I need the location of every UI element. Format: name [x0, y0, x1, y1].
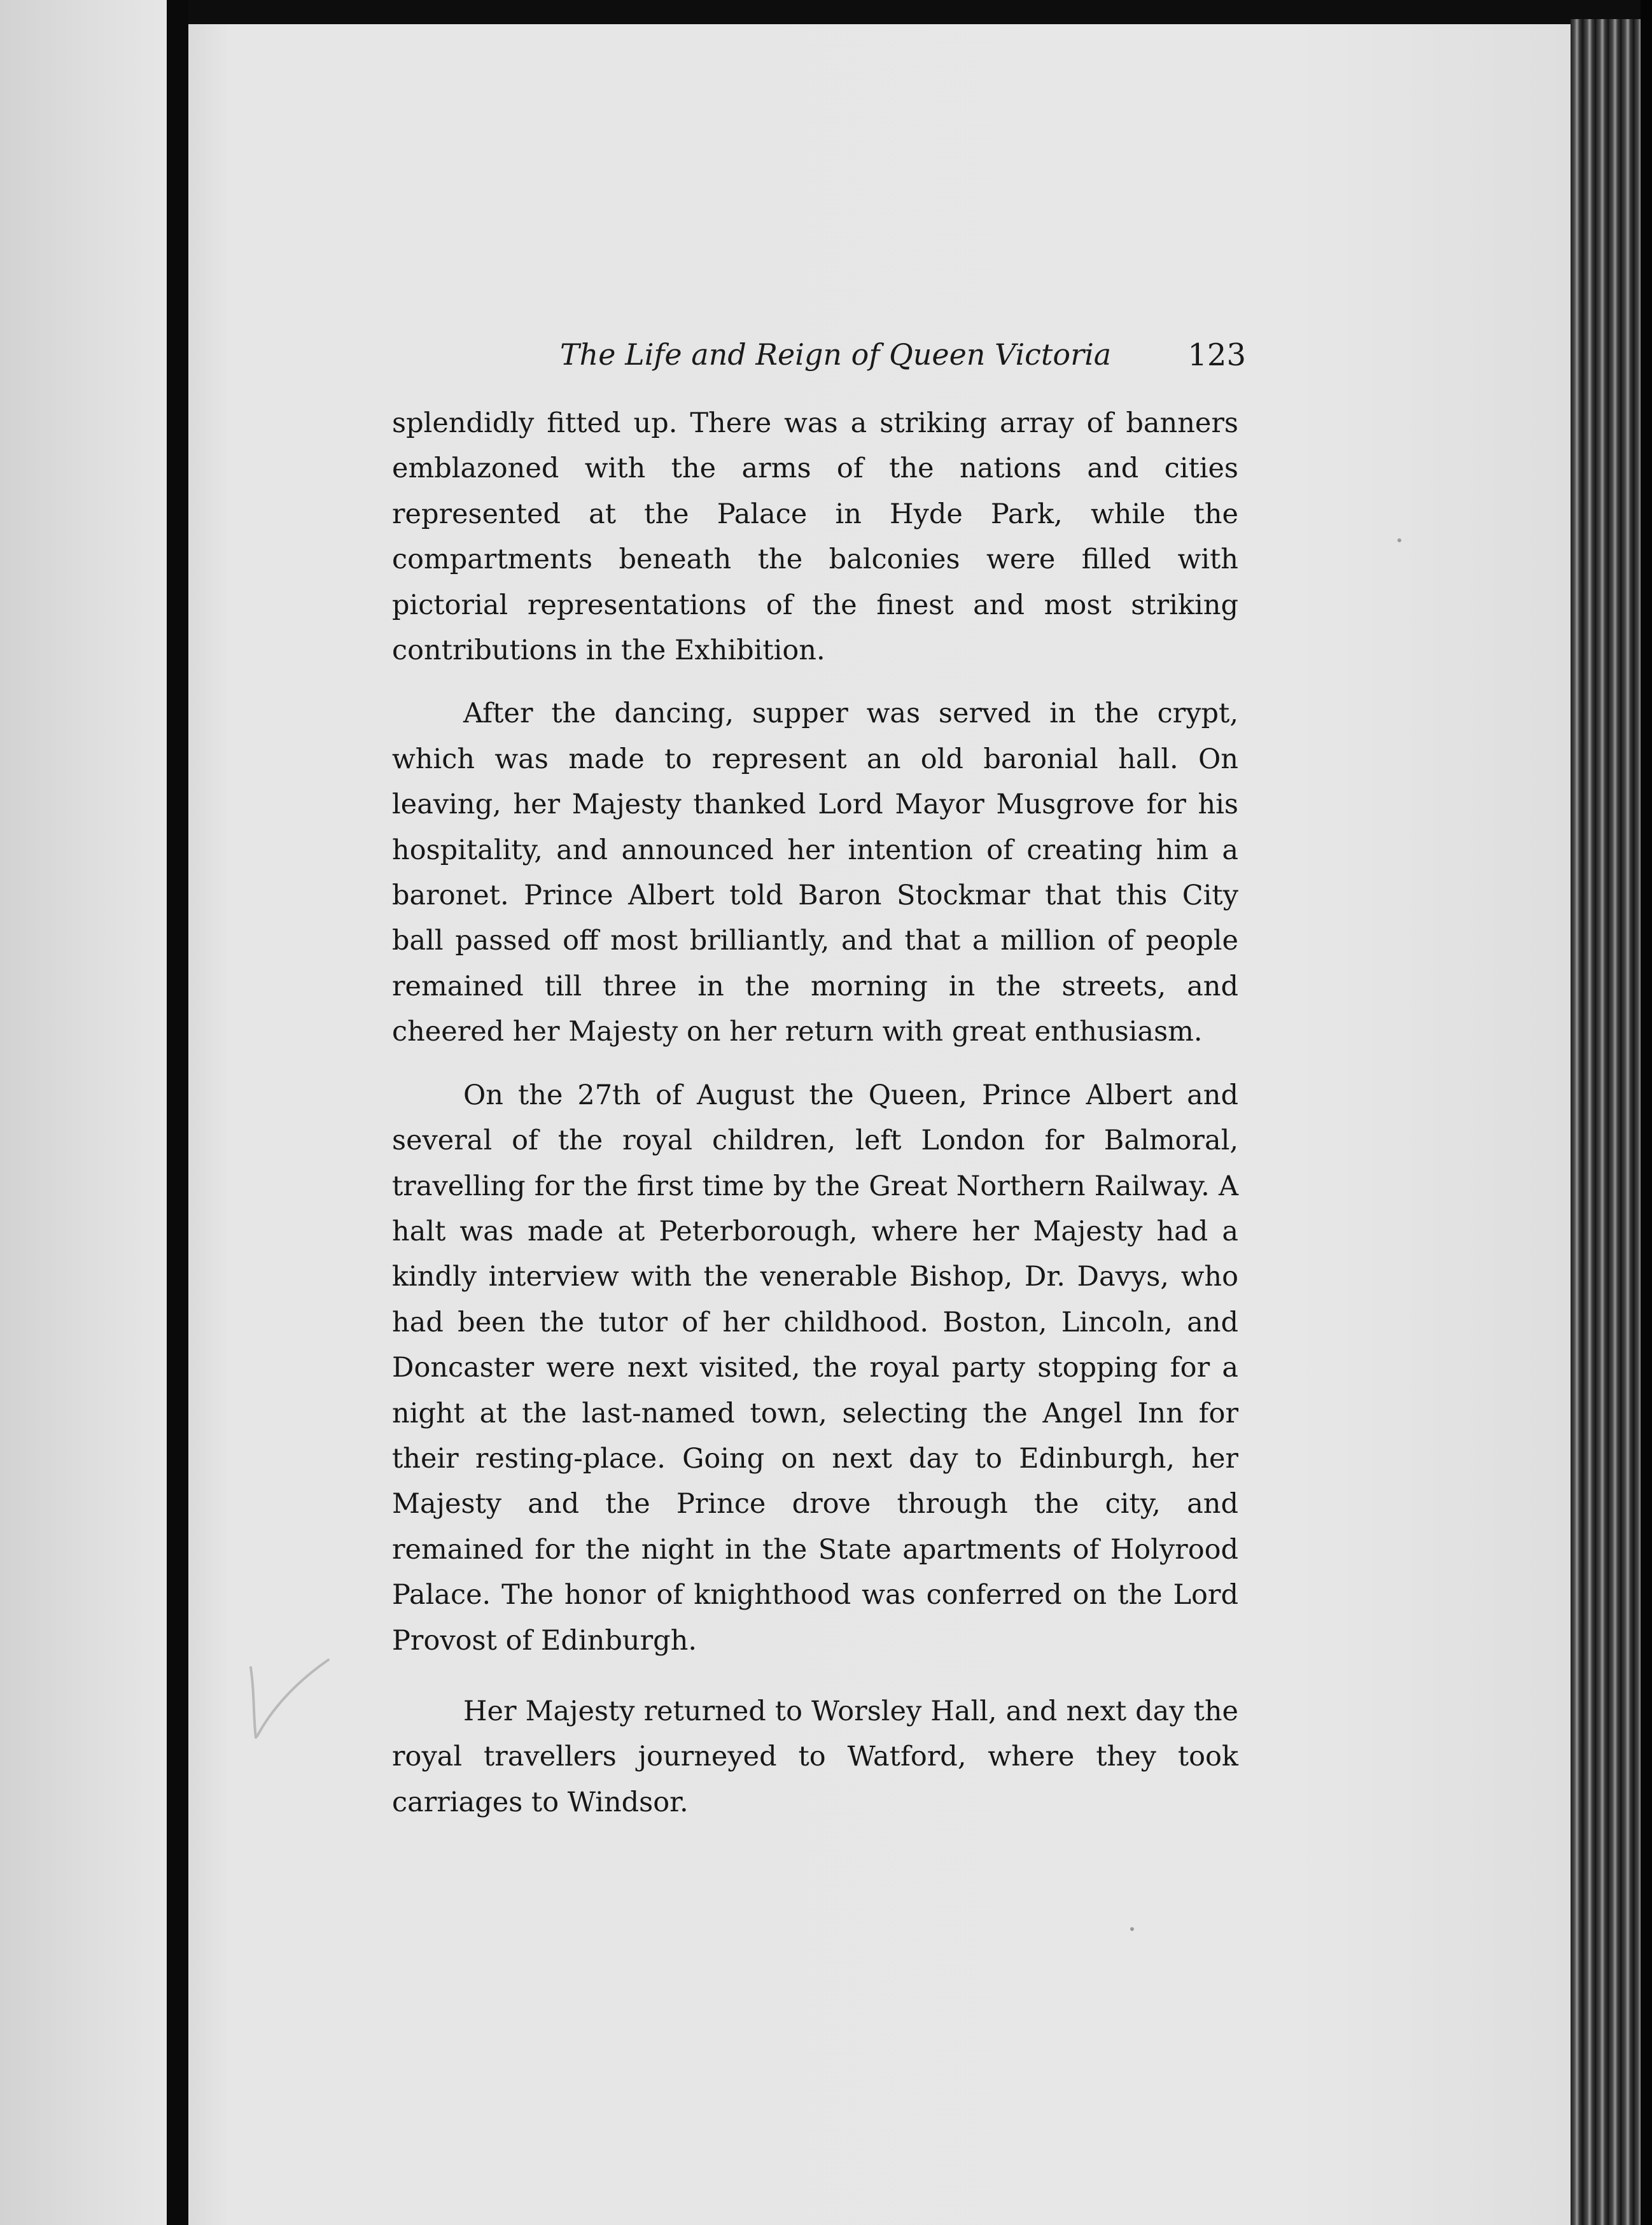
paragraph-2: After the dancing, supper was served in the crypt, which was made to represent an old baronial hall. On leaving, her Majesty thanked Lord Mayor Musgrove for his hospitality, and announced her intention of creating him a baronet. Prince Albert told Baron Stockmar that this City ball passed off most brilliantly, and that a million of people remained till three in the morning in the streets, and cheered her Majesty on her return with great enthusiasm. [392, 698, 1238, 1048]
paragraph-3: On the 27th of August the Queen, Prince Albert and several of the royal children, left London for Balmoral, travelling for the first time by the Great Northern Railway. A halt was made at Peterborough, where her Majesty had a kindly interview with the venerable Bishop, Dr. Davys, who had been the tutor of her childhood. Boston, Lincoln, and Doncaster were next visited, the royal party stopping for a night at the last-named town, selecting the Angel Inn for their resting-place. Going on next day to Edinburgh, her Majesty and the Prince drove through the city, and remained for the night in the State apartments of Holyrood Palace. The honor of knighthood was conferred on the Lord Provost of Edinburgh. [392, 1079, 1238, 1657]
page-stack-edge [1571, 19, 1641, 2225]
scan-border [1641, 0, 1652, 2225]
paper-speck [1130, 1927, 1134, 1931]
previous-page-edge [0, 0, 167, 2225]
running-head: The Life and Reign of Queen Victoria [560, 337, 1112, 372]
paper-speck [1397, 538, 1401, 542]
page-number: 123 [1187, 337, 1246, 373]
pencil-check-mark [242, 1648, 331, 1744]
binding-gutter [167, 0, 188, 2225]
page-header [560, 337, 1254, 395]
paragraph-1: splendidly fitted up. There was a striking array of banners emblazoned with the arms of the nations and cities represented at the Palace in Hyde Park, while the compartments beneath the balconies were filled with pictorial representations of the finest and most striking contributions in the Exhibition. [392, 407, 1238, 667]
paragraph-4: Her Majesty returned to Worsley Hall, and next day the royal travellers journeyed to Watford, where they took carriages to Windsor. [392, 1695, 1238, 1818]
body-text [392, 401, 1238, 1825]
